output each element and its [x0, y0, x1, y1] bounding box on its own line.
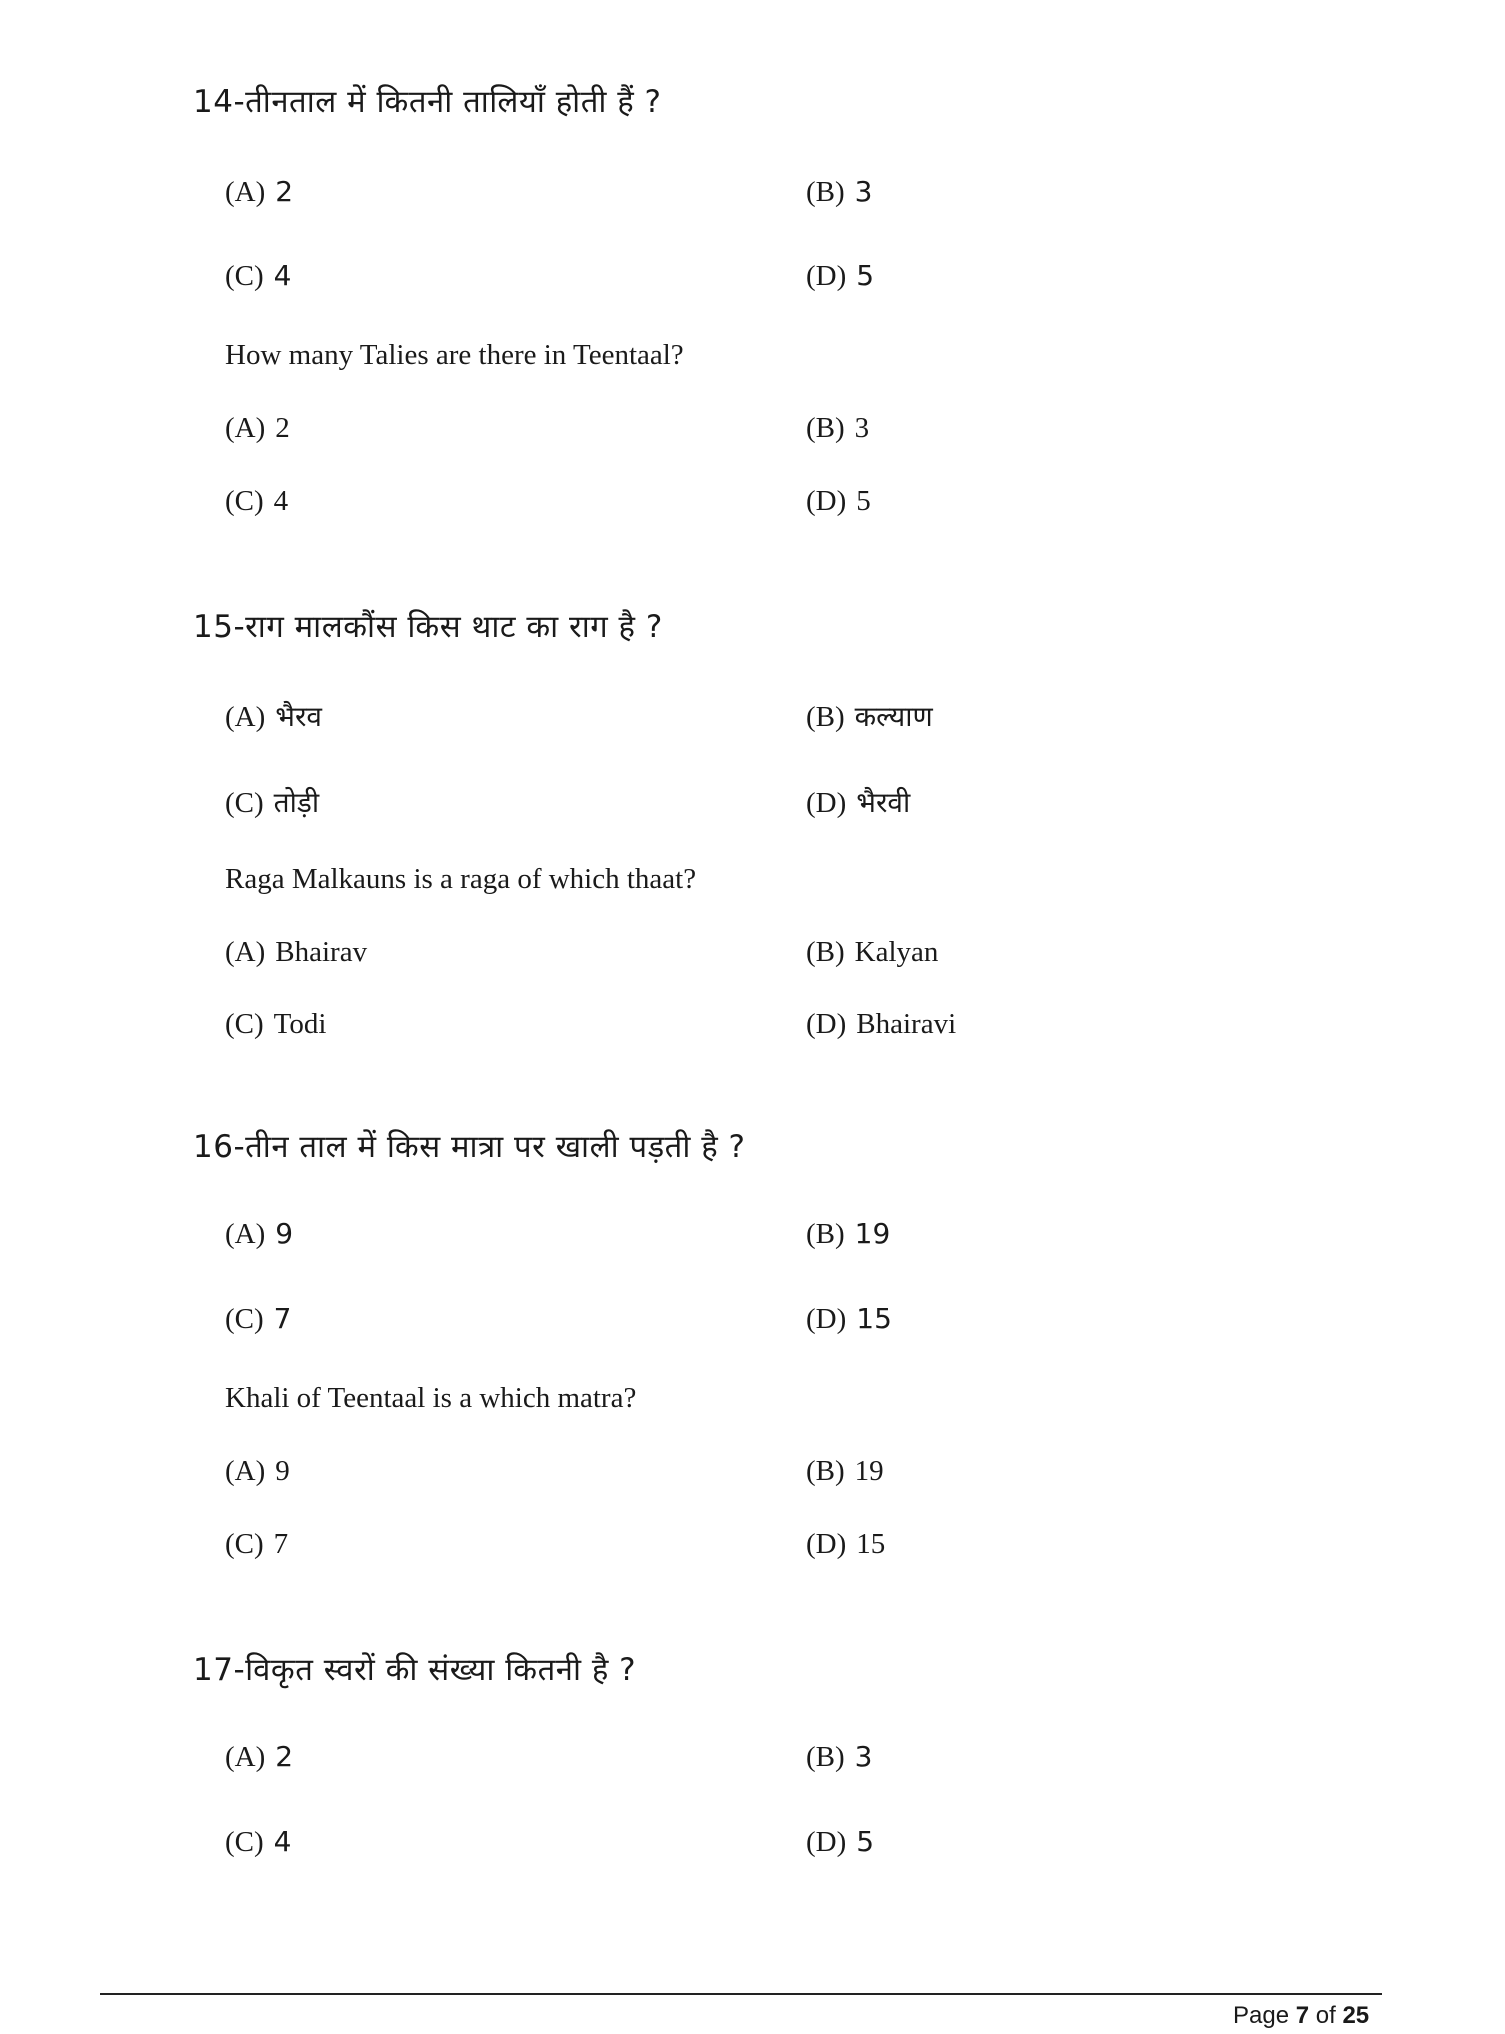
q16-english-option-a: (A) 9: [225, 1455, 290, 1487]
q15-english-option-c: (C) Todi: [225, 1008, 327, 1040]
question-15-hindi: 15-राग मालकौंस किस थाट का राग है ?: [193, 609, 663, 645]
q16-hindi-option-a: (A) 9: [225, 1217, 294, 1250]
q14-hindi-option-c: (C) 4: [225, 259, 292, 292]
question-16-english: Khali of Teentaal is a which matra?: [225, 1382, 637, 1414]
question-17-hindi: 17-विकृत स्वरों की संख्या कितनी है ?: [193, 1652, 637, 1688]
q16-english-option-d: (D) 15: [806, 1528, 886, 1560]
q14-english-option-d: (D) 5: [806, 485, 871, 517]
q14-hindi-option-b: (B) 3: [806, 175, 873, 208]
q15-hindi-option-a: (A) भैरव: [225, 700, 322, 733]
q16-hindi-option-d: (D) 15: [806, 1302, 892, 1335]
q15-hindi-option-d: (D) भैरवी: [806, 786, 911, 819]
question-16-hindi: 16-तीन ताल में किस मात्रा पर खाली पड़ती है ?: [193, 1129, 746, 1165]
q15-english-option-b: (B) Kalyan: [806, 936, 939, 968]
q15-english-option-a: (A) Bhairav: [225, 936, 368, 968]
page-total: 25: [1342, 2002, 1370, 2029]
q14-hindi-option-a: (A) 2: [225, 175, 294, 208]
q17-hindi-option-d: (D) 5: [806, 1825, 875, 1858]
q16-english-option-b: (B) 19: [806, 1455, 884, 1487]
q14-english-option-c: (C) 4: [225, 485, 289, 517]
page-current: 7: [1295, 2002, 1310, 2029]
question-15-english: Raga Malkauns is a raga of which thaat?: [225, 863, 697, 895]
q15-hindi-option-b: (B) कल्याण: [806, 700, 933, 733]
q17-hindi-option-c: (C) 4: [225, 1825, 292, 1858]
q16-english-option-c: (C) 7: [225, 1528, 289, 1560]
question-14-hindi: 14-तीनताल में कितनी तालियाँ होती हैं ?: [193, 84, 662, 120]
page-of-word: of: [1315, 2002, 1336, 2029]
footer-divider: [100, 1993, 1382, 1995]
q15-english-option-d: (D) Bhairavi: [806, 1008, 957, 1040]
q14-hindi-option-d: (D) 5: [806, 259, 875, 292]
question-14-english: How many Talies are there in Teentaal?: [225, 339, 684, 371]
q17-hindi-option-b: (B) 3: [806, 1740, 873, 1773]
q17-hindi-option-a: (A) 2: [225, 1740, 294, 1773]
page-word: Page: [1233, 2002, 1290, 2029]
q14-english-option-a: (A) 2: [225, 412, 290, 444]
page-number: [1233, 2002, 1369, 2030]
q14-english-option-b: (B) 3: [806, 412, 870, 444]
q16-hindi-option-c: (C) 7: [225, 1302, 292, 1335]
q15-hindi-option-c: (C) तोड़ी: [225, 786, 320, 819]
q16-hindi-option-b: (B) 19: [806, 1217, 891, 1250]
